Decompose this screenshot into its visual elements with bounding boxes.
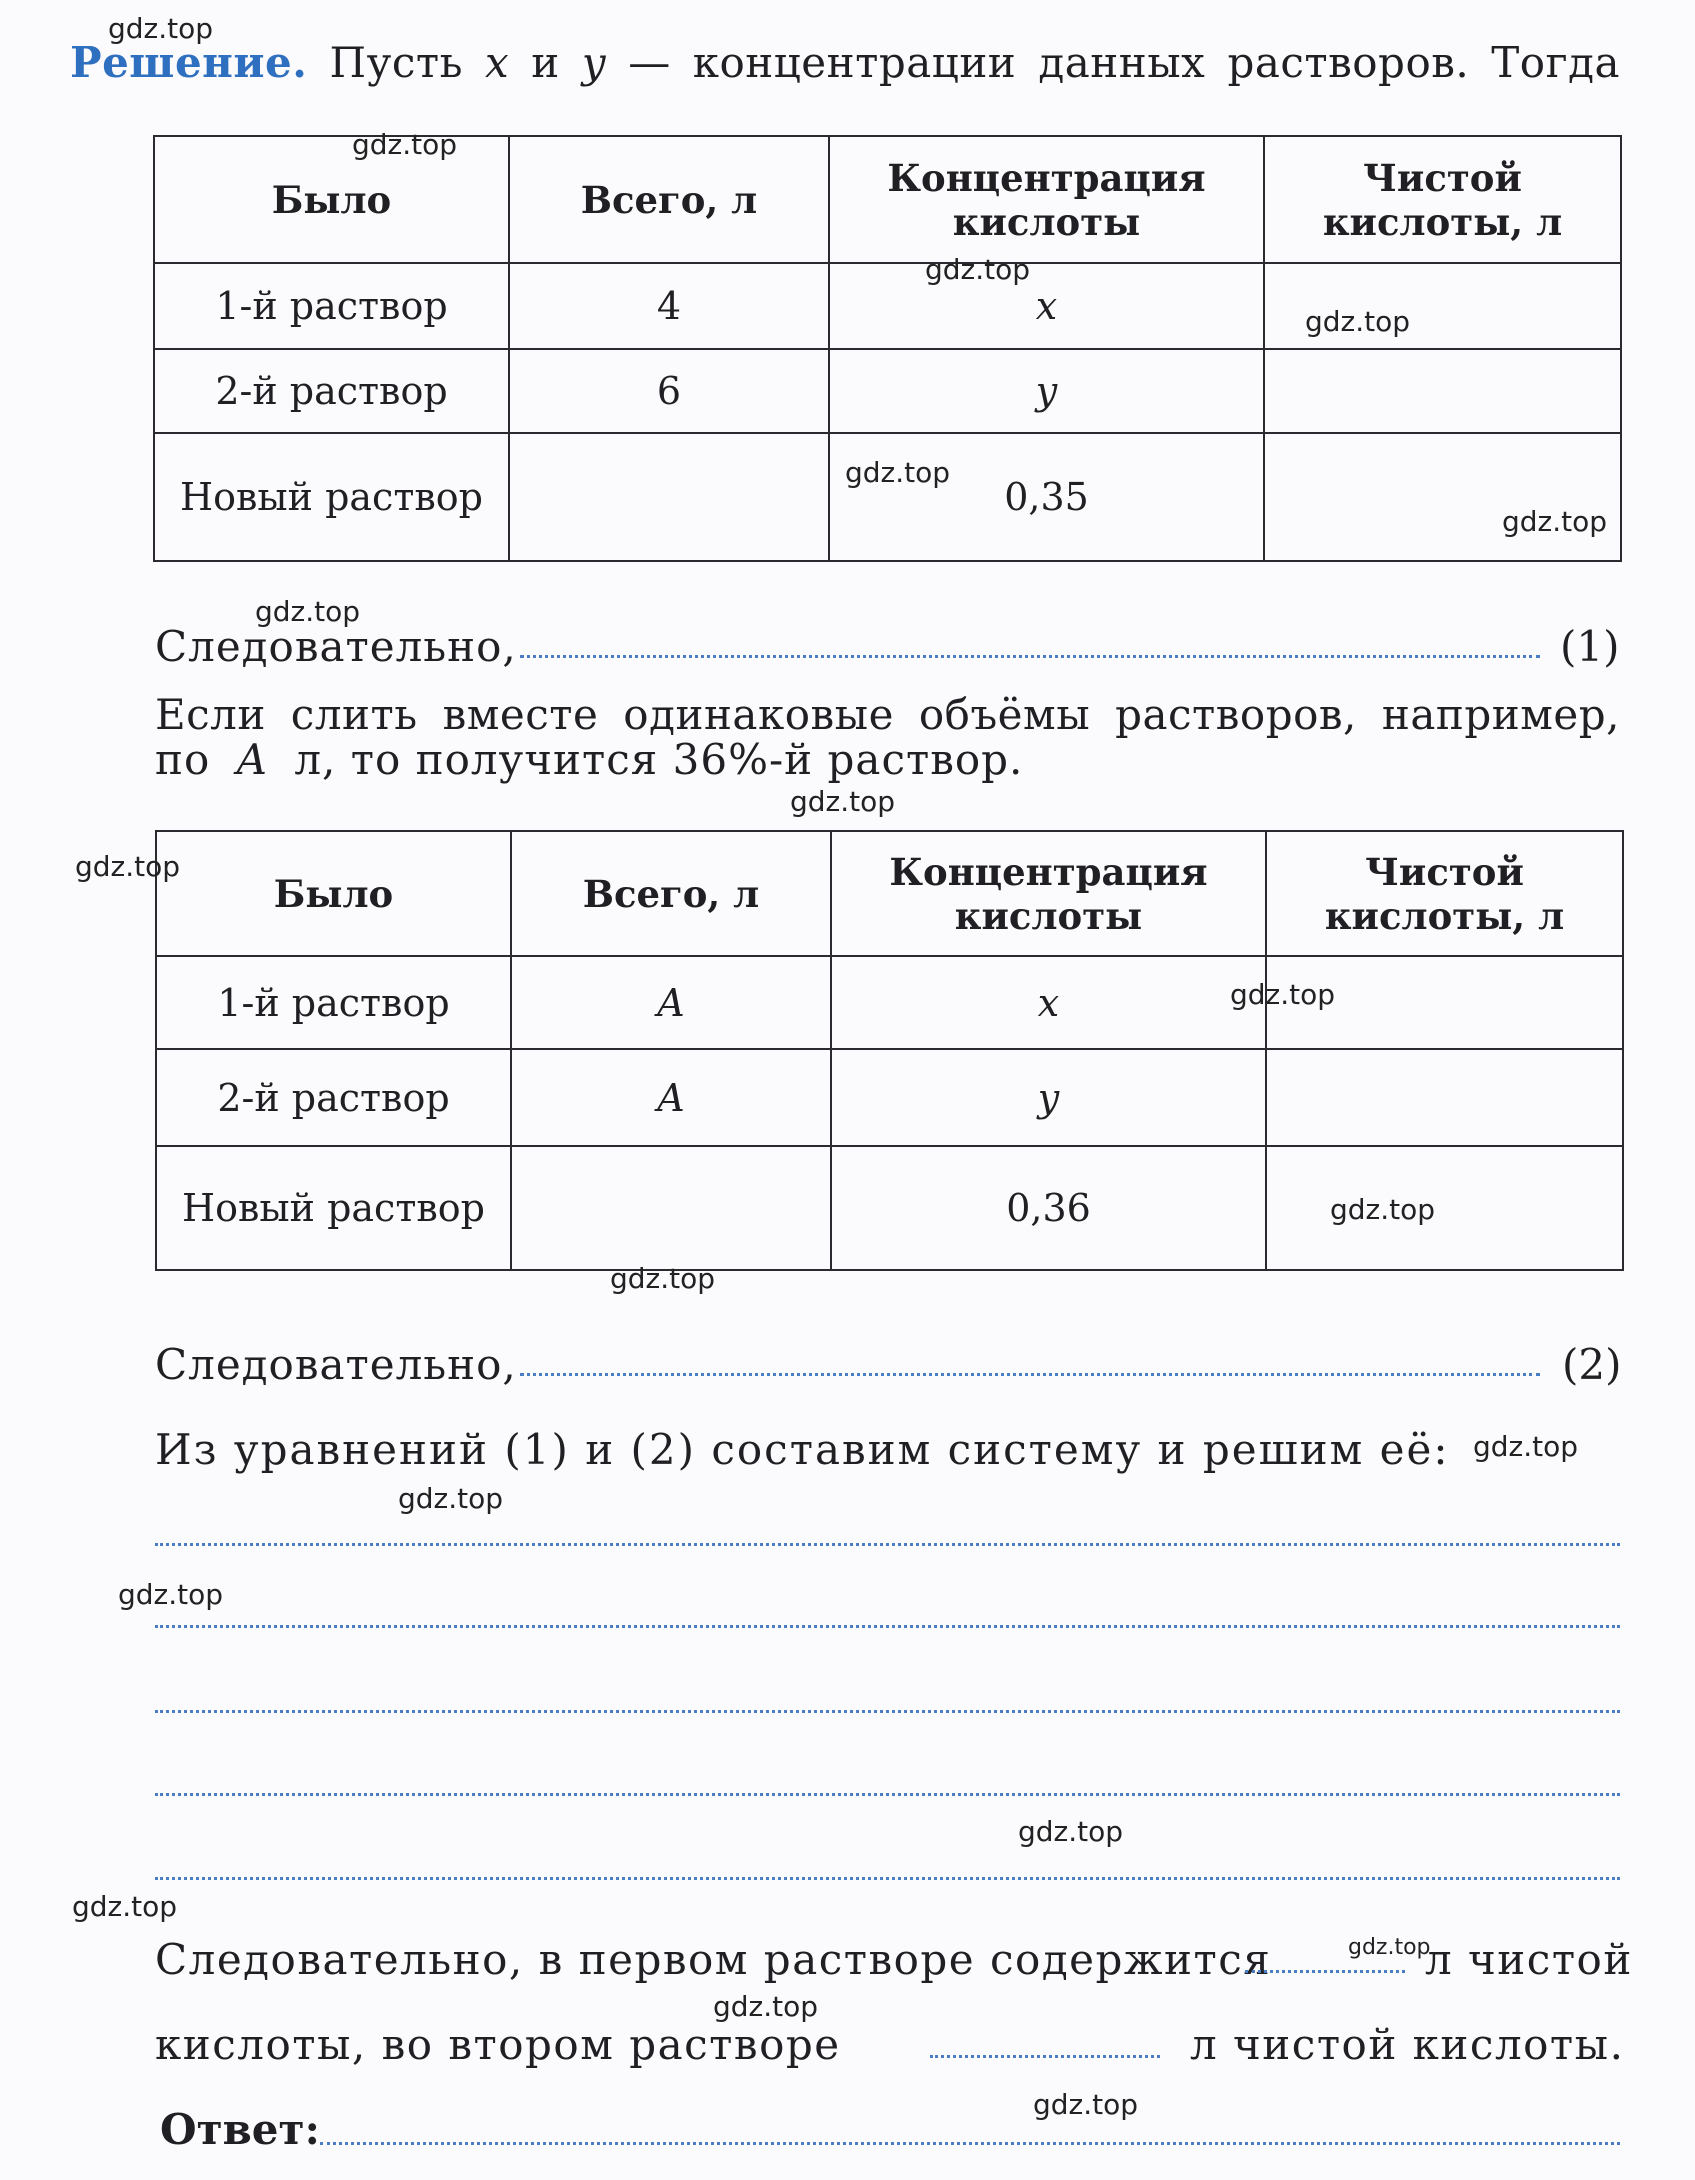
watermark: gdz.top [845,456,951,489]
conclusion-line-1-after: л чистой [1425,1935,1633,1984]
watermark: gdz.top [1230,978,1336,1011]
blank-second-solution-acid[interactable] [930,2055,1160,2058]
watermark: gdz.top [75,850,181,883]
consequently-1-label: Следовательно, [155,622,517,671]
row-name: Новый раствор [154,433,509,561]
system-text: Из уравнений (1) и (2) составим систему и решим её: [155,1425,1450,1474]
equation-number-1: (1) [1560,622,1620,671]
blank-first-solution-acid[interactable] [1245,1970,1405,1973]
equation-number-2: (2) [1562,1340,1622,1389]
intro-and: и [531,38,560,87]
watermark: gdz.top [1018,1815,1124,1848]
mix-result: л, то получится 36%-й раствор. [294,735,1024,784]
table-solutions-1 [153,135,1622,562]
row-name: 1-й раствор [154,263,509,349]
row-name: Новый раствор [156,1146,511,1270]
watermark: gdz.top [1473,1430,1579,1463]
watermark: gdz.top [1502,505,1608,538]
table-row [154,349,1621,433]
conclusion-line-1-before: Следовательно, в первом растворе содержится [155,1935,1272,1984]
watermark: gdz.top [118,1578,224,1611]
mix-text-line-1: Если слить вместе одинаковые объёмы растворов, например, [155,690,1620,739]
row-concentration: x [829,263,1264,349]
watermark: gdz.top [1348,1935,1431,1960]
intro-text-after: — концентрации данных растворов. Тогда [628,38,1620,87]
row-concentration: x [831,956,1266,1049]
row-pure-input[interactable] [1264,433,1621,561]
header-pure-acid: Чистой кислоты, л [1266,831,1623,956]
row-total: A [511,956,831,1049]
var-a: A [236,735,268,784]
row-total: 4 [509,263,829,349]
consequently-2-label: Следовательно, [155,1340,517,1389]
working-line-4[interactable] [155,1793,1620,1796]
row-pure-input[interactable] [1266,1146,1623,1270]
row-total-input[interactable] [511,1146,831,1270]
watermark: gdz.top [790,785,896,818]
row-name: 2-й раствор [156,1049,511,1146]
row-total: 6 [509,349,829,433]
watermark: gdz.top [925,253,1031,286]
header-concentration: Концентрация кислоты [831,831,1266,956]
row-total-input[interactable] [509,433,829,561]
var-y: y [581,38,607,87]
watermark: gdz.top [72,1890,178,1923]
header-total: Всего, л [511,831,831,956]
watermark: gdz.top [398,1482,504,1515]
intro-text-before: Пусть [329,38,463,87]
table-row [156,956,1623,1049]
watermark: gdz.top [108,12,214,45]
table-row [154,433,1621,561]
header-was: Было [154,136,509,263]
watermark: gdz.top [713,1990,819,2023]
row-name: 2-й раствор [154,349,509,433]
table-row [156,1049,1623,1146]
watermark: gdz.top [352,128,458,161]
mix-by: по [155,735,211,784]
working-line-5[interactable] [155,1877,1620,1880]
row-concentration: y [831,1049,1266,1146]
mix-text-line-2 [155,735,1023,784]
answer-blank[interactable] [320,2142,1620,2145]
row-total: A [511,1049,831,1146]
header-was: Было [156,831,511,956]
solution-label: Решение. [70,38,308,87]
intro-line [70,38,1620,87]
row-concentration: y [829,349,1264,433]
row-name: 1-й раствор [156,956,511,1049]
header-concentration: Концентрация кислоты [829,136,1264,263]
answer-label: Ответ: [160,2105,321,2154]
answer-blank-2[interactable] [520,1373,1540,1376]
conclusion-line-2-before: кислоты, во втором растворе [155,2020,841,2069]
watermark: gdz.top [1033,2088,1139,2121]
header-pure-acid: Чистой кислоты, л [1264,136,1621,263]
row-pure-input[interactable] [1266,1049,1623,1146]
header-total: Всего, л [509,136,829,263]
var-x: x [485,38,510,87]
conclusion-line-2-after: л чистой кислоты. [1190,2020,1625,2069]
watermark: gdz.top [255,595,361,628]
row-concentration: 0,35 [829,433,1264,561]
watermark: gdz.top [1330,1193,1436,1226]
answer-blank-1[interactable] [520,655,1540,658]
working-line-1[interactable] [155,1543,1620,1546]
row-pure-input[interactable] [1264,349,1621,433]
working-line-2[interactable] [155,1625,1620,1628]
row-concentration: 0,36 [831,1146,1266,1270]
working-line-3[interactable] [155,1710,1620,1713]
watermark: gdz.top [610,1262,716,1295]
watermark: gdz.top [1305,305,1411,338]
